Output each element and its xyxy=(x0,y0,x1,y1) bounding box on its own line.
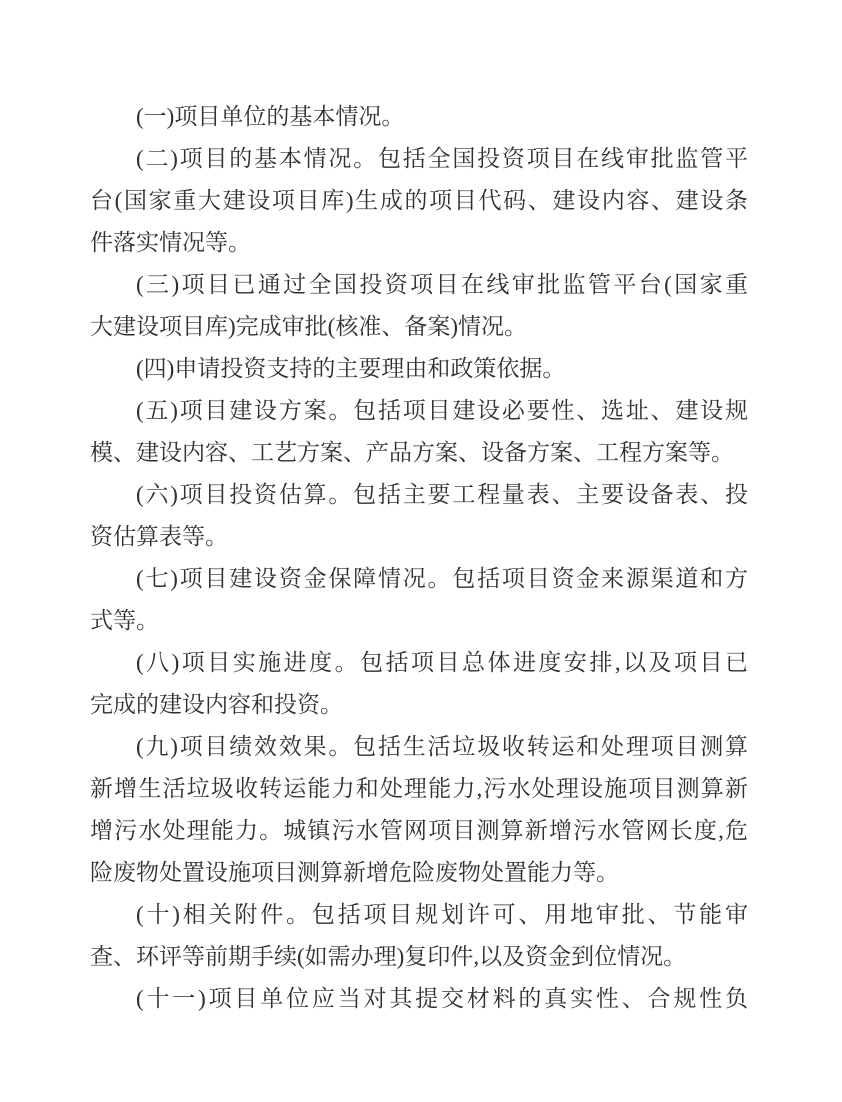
text-line: (一)项目单位的基本情况。 xyxy=(136,104,405,129)
text-line: 模、建设内容、工艺方案、产品方案、设备方案、工程方案等。 xyxy=(90,440,734,465)
text-line: (四)申请投资支持的主要理由和政策依据。 xyxy=(136,356,566,381)
text-line: 新增生活垃圾收转运能力和处理能力,污水处理设施项目测算新 xyxy=(90,776,748,801)
text-line: 式等。 xyxy=(90,608,159,633)
text-line: 完成的建设内容和投资。 xyxy=(90,692,343,717)
text-line: (八)项目实施进度。包括项目总体进度安排,以及项目已 xyxy=(136,650,748,675)
text-line: (七)项目建设资金保障情况。包括项目资金来源渠道和方 xyxy=(136,566,748,591)
text-line: (六)项目投资估算。包括主要工程量表、主要设备表、投 xyxy=(136,482,748,507)
text-line: 资估算表等。 xyxy=(90,524,228,549)
document-content xyxy=(90,96,748,1020)
text-line: 台(国家重大建设项目库)生成的项目代码、建设内容、建设条 xyxy=(90,188,748,213)
text-line: (五)项目建设方案。包括项目建设必要性、选址、建设规 xyxy=(136,398,748,423)
text-line: 查、环评等前期手续(如需办理)复印件,以及资金到位情况。 xyxy=(90,944,687,969)
text-line: (十)相关附件。包括项目规划许可、用地审批、节能审 xyxy=(136,902,748,927)
text-line: 增污水处理能力。城镇污水管网项目测算新增污水管网长度,危 xyxy=(90,818,748,843)
text-line: 险废物处置设施项目测算新增危险废物处置能力等。 xyxy=(90,860,619,885)
text-line: (十一)项目单位应当对其提交材料的真实性、合规性负 xyxy=(136,986,748,1011)
text-line: (九)项目绩效效果。包括生活垃圾收转运和处理项目测算 xyxy=(136,734,748,759)
text-line: 件落实情况等。 xyxy=(90,230,251,255)
text-line: (二)项目的基本情况。包括全国投资项目在线审批监管平 xyxy=(136,146,748,171)
text-line: 大建设项目库)完成审批(核准、备案)情况。 xyxy=(90,314,527,339)
text-line: (三)项目已通过全国投资项目在线审批监管平台(国家重 xyxy=(136,272,748,297)
